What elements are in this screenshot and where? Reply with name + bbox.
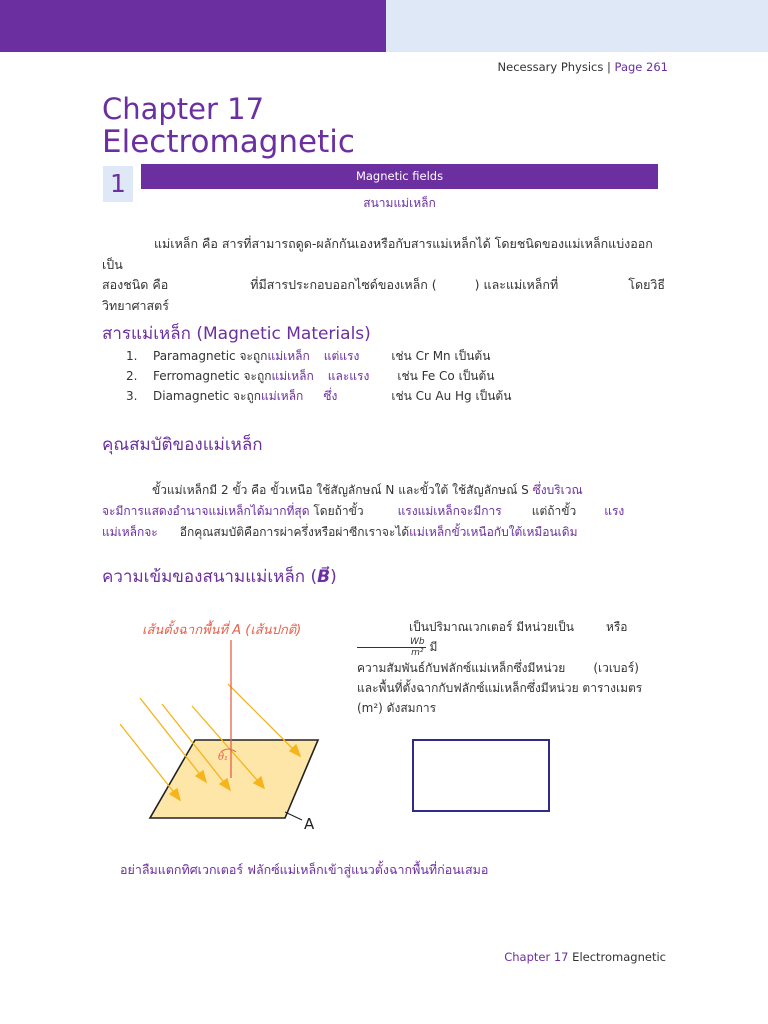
footer (504, 950, 666, 964)
intro-line-2b: ที่มีสารประกอบออกไซด์ของเหล็ก ( (250, 277, 437, 292)
field-desc-line-1a: เป็นปริมาณเวกเตอร์ มีหน่วยเป็น (409, 620, 574, 634)
properties-line-3 (102, 522, 666, 543)
section-number: 1 (103, 166, 133, 202)
field-symbol: B⃗ (317, 567, 331, 587)
formula-box (412, 739, 550, 812)
properties-line-2 (102, 501, 666, 522)
intro-line-2 (102, 275, 666, 296)
properties-paragraph (102, 480, 666, 543)
properties-line-2d: แต่ถ้าขั้ว (531, 504, 577, 518)
properties-line-3a: แม่เหล็กจะ (102, 525, 158, 539)
properties-line-1 (102, 480, 666, 501)
intro-line-2c: ) และแม่เหล็กที่ (474, 277, 559, 292)
list-item-highlight: แม่เหล็ก (267, 349, 310, 363)
list-item-prefix: Diamagnetic จะถูก (153, 389, 262, 403)
header-band-light (386, 0, 768, 52)
reminder-note: อย่าลืมแตกทิศเวกเตอร์ ฟลักซ์แม่เหล็กเข้าสู่แนวตั้งฉากพื้นที่ก่อนเสมอ (120, 862, 489, 877)
footer-chapter-label: Chapter 17 (504, 950, 569, 964)
field-strength-heading (102, 563, 337, 590)
running-header (498, 60, 668, 74)
intro-line-2d: โดยวิธี (628, 277, 666, 292)
properties-line-3c: แม่เหล็กขั้วเหนือกับใต้เหมือนเดิม (409, 525, 578, 539)
field-desc-line-2 (357, 658, 667, 678)
properties-line-2b: โดยถ้าขั้ว (313, 504, 364, 518)
materials-list (126, 346, 511, 406)
book-title: Necessary Physics (497, 60, 604, 74)
list-item-suffix: เช่น Cr Mn เป็นต้น (391, 349, 491, 363)
fraction-denominator: m² (411, 648, 424, 658)
list-item-prefix: Ferromagnetic จะถูก (153, 369, 272, 383)
list-item-prefix: Paramagnetic จะถูก (153, 349, 268, 363)
chapter-title: Electromagnetic (102, 124, 355, 160)
intro-line-2a: สองชนิด คือ (102, 277, 169, 292)
list-item-suffix: เช่น Cu Au Hg เป็นต้น (391, 389, 512, 403)
section-title-bar: Magnetic fields (141, 164, 658, 189)
unit-fraction (357, 637, 426, 658)
list-item-number: 1. (126, 349, 138, 363)
field-desc-line-2a: ความสัมพันธ์กับฟลักซ์แม่เหล็กซึ่งมีหน่วย (357, 661, 566, 675)
properties-line-1b: ซึ่งบริเวณ (532, 483, 583, 497)
field-desc-line-4: (m²) ดังสมการ (357, 701, 437, 715)
field-description (357, 617, 667, 718)
list-item-number: 2. (126, 369, 138, 383)
list-item (126, 346, 511, 366)
properties-line-2e: แรง (604, 504, 625, 518)
list-item-number: 3. (126, 389, 138, 403)
properties-line-2a: จะมีการแสดงอำนาจแม่เหล็กได้มากที่สุด (102, 504, 310, 518)
list-item-highlight: แม่เหล็ก (271, 369, 314, 383)
fraction-numerator: Wb (357, 637, 426, 648)
theta-label: θ₁ (218, 752, 229, 763)
properties-line-3b: อีกคุณสมบัติคือการผ่าครึ่งหรือผ่าซีกเราจะได้ (179, 525, 410, 539)
area-label: A (304, 815, 315, 833)
list-item-highlight: แม่เหล็ก (261, 389, 304, 403)
materials-heading: สารแม่เหล็ก (Magnetic Materials) (102, 324, 371, 344)
list-item-highlight: ซึ่ง (323, 389, 338, 403)
chapter-label: Chapter 17 (102, 92, 265, 126)
field-desc-line-1 (357, 617, 667, 658)
flux-arrow-line (120, 724, 180, 800)
footer-chapter-title: Electromagnetic (572, 950, 666, 964)
list-item-suffix: เช่น Fe Co เป็นต้น (397, 369, 495, 383)
field-strength-heading-end: ) (330, 567, 337, 587)
field-desc-line-2b: (เวเบอร์) (593, 661, 639, 675)
header-separator: | (607, 60, 611, 74)
section-subtitle: สนามแม่เหล็ก (363, 196, 436, 210)
field-desc-line-3: และพื้นที่ตั้งฉากกับฟลักซ์แม่เหล็กซึ่งมีหน่วย ตารางเมตร (357, 681, 643, 695)
area-pointer (285, 812, 302, 820)
field-strength-heading-text: ความเข้มของสนามแม่เหล็ก ( (102, 567, 318, 587)
normal-line-label: เส้นตั้งฉากพื้นที่ A (เส้นปกติ) (142, 623, 302, 638)
intro-line-1: แม่เหล็ก คือ สารที่สามารถดูด-ผลักกันเองหรือกับสารแม่เหล็กได้ โดยชนิดของแม่เหล็กแบ่งออกเป็น (102, 236, 653, 272)
list-item (126, 386, 511, 406)
properties-line-1a: ขั้วแม่เหล็กมี 2 ขั้ว คือ ขั้วเหนือ ใช้สัญลักษณ์ N และขั้วใต้ ใช้สัญลักษณ์ S (152, 483, 529, 497)
magnetic-flux-diagram (120, 600, 360, 845)
properties-line-2c: แรงแม่เหล็กจะมีการ (397, 504, 502, 518)
intro-line-3: วิทยาศาสตร์ (102, 297, 170, 313)
field-desc-line-1c: มี (429, 640, 438, 654)
list-item-highlight: แต่แรง (323, 349, 360, 363)
intro-paragraph (102, 234, 666, 316)
page-number: Page 261 (614, 60, 668, 74)
header-band-purple (0, 0, 386, 52)
list-item-highlight: และแรง (327, 369, 370, 383)
field-desc-line-1b: หรือ (605, 620, 628, 634)
properties-heading: คุณสมบัติของแม่เหล็ก (102, 435, 263, 455)
list-item (126, 366, 511, 386)
